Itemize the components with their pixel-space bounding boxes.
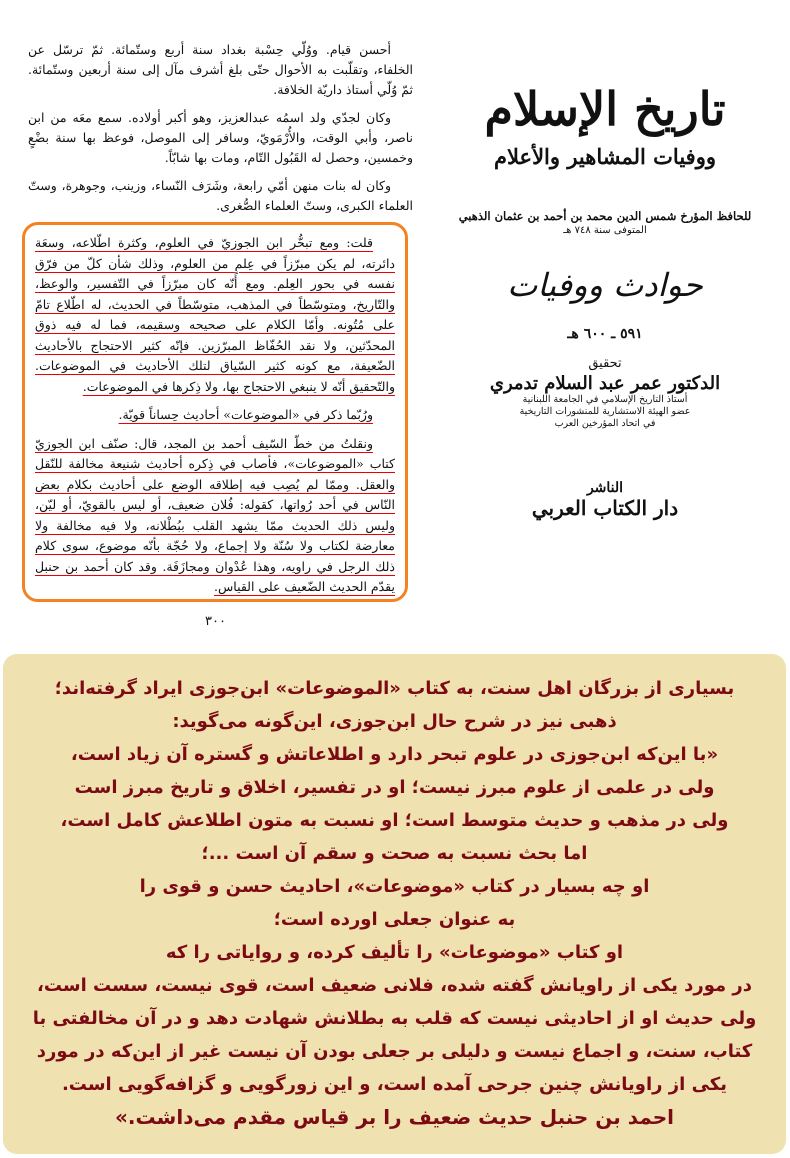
publisher: دار الكتاب العربي: [531, 496, 679, 520]
publisher-label: الناشر: [586, 480, 624, 496]
edited-label: تحقيق: [588, 356, 622, 371]
title-page: [440, 60, 770, 520]
commentary-line: او کتاب «موضوعات» را تألیف کرده، و روایاتی را که: [165, 942, 624, 963]
highlighted-paragraph: قلت: ومع تبحُّر ابن الجوزيّ في العلوم، وكثرة اطّلاعه، وسعَة دائرته، لم يكن مبرّزاً في عِلمٍ من العلوم، وذلك شأن كلّ من فرّق نفسه في بحور العِلم. ومع أنّه كان مبرّزاً في التّفسير، والوعظ، والتّاريخ، ومتوسّطاً في المذهب، متوسّطاً في الحديث، له اطّلاع تامّ على مُتُونه. وأمّا الكلام على صحيحه وسقيمه، فما له فيه ذوق المحدّثين، ولا نقد الحُفّاظ المبرّزين. فإنّه كثير الاحتجاج بالأحاديث الضّعيفة، مع كونه كثير السّياق لتلك الأحاديث في الموضوعات. والتّحقيق أنّه لا ينبغي الاحتجاج بها، ولا ذِكرها في الموضوعات.: [35, 235, 395, 394]
commentary-line: یکی از راویانش چنین جرحی آمده است، و این زورگویی و گزافه‌گویی است.: [61, 1074, 728, 1095]
commentary-line: در مورد یکی از راویانش گفته شده، فلانی ضعیف است، قوی نیست، سست است،: [37, 975, 752, 996]
editor-title: في اتحاد المؤرخين العرب: [554, 418, 656, 429]
commentary-line: ولی حدیث او از احادیثی نیست که قلب به بطلانش شهادت دهد و در آن مخالفتی با: [32, 1008, 757, 1029]
author: للحافظ المؤرخ شمس الدين محمد بن أحمد بن عثمان الذهبي: [458, 209, 752, 223]
paragraph: وكان لجدّي ولد اسمُه عبدالعزيز، وهو أكبر أولاده. سمع معَه من ابن ناصر، وأبي الوقت، والأُرْمَويّ، وسافر إلى الموصل، فوعظ بها سنة بضْعٍ وخمسين، وحصل له القَبُول التّام، ومات بها شابّاً.: [28, 110, 413, 165]
commentary-line: احمد بن حنبل حدیث ضعیف را بر قیاس مقدم می‌داشت.»: [114, 1105, 674, 1129]
commentary-line: بسیاری از بزرگان اهل سنت، به کتاب «الموضوعات» ابن‌جوزی ایراد گرفته‌اند؛: [54, 678, 735, 699]
commentary-line: ولی در علمی از علوم مبرز نیست؛ او در تفسیر، اخلاق و تاریخ مبرز است: [74, 777, 715, 798]
persian-commentary-box: [3, 654, 786, 1154]
paragraph: أحسن قيام. ووُلّي حِسْبة بغداد سنة أربع وستّمائة. ثمّ ترسّل عن الخلفاء، وتقلّبت به الأحوال حتّى بلغ أشرف مآل إلى سنة أربعين وستّمائة. ثمّ وُلّي أستاذ داريّة الخلافة.: [28, 42, 413, 97]
highlighted-passage-box: [22, 222, 408, 602]
author-death: المتوفى سنة ٧٤٨ هـ: [563, 225, 647, 236]
editor-title: عضو الهيئة الاستشارية للمنشورات التاريخية: [519, 406, 691, 417]
editor-title: أستاذ التاريخ الإسلامي في الجامعة اللبنانية: [522, 394, 688, 405]
volume-title: حوادث ووفيات: [507, 266, 703, 304]
paragraph: وكان له بنات منهن أمّي رابعة، وشَرَف النّساء، وزينب، وجوهرة، وستّ العلماء الكبرى، وستّ العلماء الصُّغرى.: [28, 178, 413, 213]
highlighted-paragraph: ورُبّما ذكر في «الموضوعات» أحاديث حِساناً قويّة.: [118, 407, 373, 422]
book-subtitle: ووفيات المشاهير والأعلام: [494, 144, 716, 169]
commentary-line: اما بحث نسبت به صحت و سقم آن است ...؛: [201, 843, 588, 864]
editor-name: الدكتور عمر عبد السلام تدمري: [489, 373, 721, 394]
commentary-line: کتاب، سنت، و اجماع نیست و دلیلی بر جعلی بودن آن نیست غیر از این‌که در مورد: [36, 1041, 753, 1062]
page-number: ٣٠٠: [205, 614, 226, 629]
commentary-line: ذهبی نیز در شرح حال ابن‌جوزی، این‌گونه می‌گوید:: [172, 711, 617, 732]
commentary-line: «با این‌که ابن‌جوزی در علوم تبحر دارد و اطلاعاتش و گستره آن زیاد است،: [70, 744, 719, 765]
commentary-line: ولی در مذهب و حدیث متوسط است؛ او نسبت به متون اطلاعش کامل است،: [60, 810, 729, 831]
book-title: تاريخ الإسلام: [484, 82, 726, 136]
commentary-line: به عنوان جعلی اورده است؛: [273, 909, 516, 930]
year-range: ٥٩١ ـ ٦٠٠ هـ: [567, 326, 643, 342]
left-page-text: [28, 40, 413, 224]
highlighted-paragraph: ونقلتُ من خطّ السّيف أحمد بن المجد، قال: صنّف ابن الجوزيّ كتاب «الموضوعات»، فأصاب في ذِكره أحاديث شنيعة مخالفة للنّقل والعقل. وممّا لم يُصِب فيه إطلاقه الوضع على أحاديث بكلام بعض النّاس في أحد رُواتها، كقوله: فُلان ضعيف، أو ليس بالقويّ، أو ليّن، وليس ذلك الحديث ممّا يشهد القلب ببُطْلانه، ولا فيه مخالفة ولا معارضة لكتاب ولا سُنّة ولا إجماع، ولا حُجّة بأنّه موضوع، سوى كلام ذلك الرجل في راويه، وهذا عُدْوان ومجازَفَة. وقد كان أحمد بن حنبل يقدّم الحديث الضّعيف على القياس.: [35, 435, 395, 594]
commentary-line: او چه بسیار در کتاب «موضوعات»، احادیث حسن و قوی را: [139, 876, 650, 897]
